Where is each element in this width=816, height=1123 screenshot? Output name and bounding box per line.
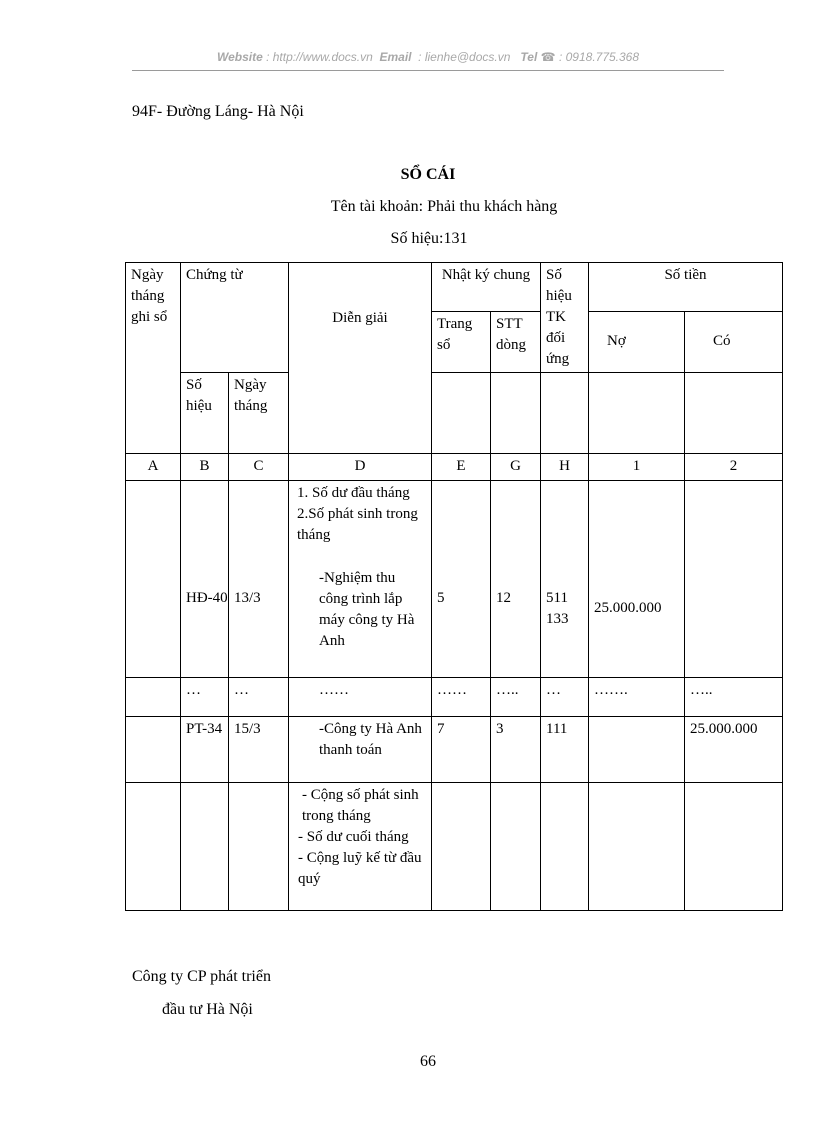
entry-line: ….. — [491, 678, 541, 717]
entry-debit: ……. — [589, 678, 685, 717]
col-letter: B — [181, 454, 229, 481]
entry-voucher-date: 13/3 — [229, 481, 289, 678]
table-row — [126, 481, 783, 678]
entry-credit: 25.000.000 — [685, 717, 783, 783]
col-header-credit: Có — [685, 311, 783, 372]
email-label: Email — [379, 50, 412, 64]
company-name-line-2: đầu tư Hà Nội — [162, 1001, 253, 1018]
entry-page: …… — [432, 678, 491, 717]
ledger-table — [125, 262, 783, 911]
col-letter: C — [229, 454, 289, 481]
entry-voucher-no: … — [181, 678, 229, 717]
opening-balance-line: 1. Số dư đầu tháng — [297, 485, 410, 501]
entry-line: 3 — [491, 717, 541, 783]
entry-debit: 25.000.000 — [589, 481, 685, 678]
header-divider — [132, 70, 724, 71]
email-address: : lienhe@docs.vn — [418, 50, 511, 64]
col-header-voucher: Chứng từ — [181, 263, 289, 373]
entry-voucher-no: PT-34 — [181, 717, 229, 783]
col-header-journal: Nhật ký chung — [432, 263, 541, 312]
entry-voucher-no: HĐ-40 — [181, 481, 229, 678]
website-url: : http://www.docs.vn — [266, 50, 373, 64]
summary-line-period-total: - Cộng số phát sinh trong tháng — [302, 787, 419, 824]
entry-date — [126, 717, 181, 783]
col-header-contra: Số hiệu TK đối ứng — [541, 263, 589, 373]
entry-debit — [589, 717, 685, 783]
header-row-1 — [126, 263, 783, 312]
company-name-line-1: Công ty CP phát triển — [132, 968, 271, 985]
period-activity-line: 2.Số phát sinh trong tháng — [297, 506, 418, 543]
entry-page: 5 — [432, 481, 491, 678]
entry-voucher-date: 15/3 — [229, 717, 289, 783]
website-label: Website — [216, 50, 263, 64]
account-code: Số hiệu:131 — [390, 230, 468, 247]
entry-description-cell — [289, 481, 432, 678]
col-header-line: STT dòng — [491, 311, 541, 372]
summary-line-quarter-cumulative: - Cộng luỹ kế từ đầu quý — [298, 850, 422, 887]
table-row — [126, 717, 783, 783]
entry-description: …… — [289, 678, 432, 717]
col-letter: D — [289, 454, 432, 481]
entry-credit — [685, 481, 783, 678]
entry-page: 7 — [432, 717, 491, 783]
col-letter: H — [541, 454, 589, 481]
tel-label: Tel — [520, 50, 538, 64]
summary-line-closing-balance: - Số dư cuối tháng — [298, 829, 409, 845]
col-letter: E — [432, 454, 491, 481]
document-title: SỔ CÁI — [400, 166, 456, 183]
col-header-page: Trang sổ — [432, 311, 491, 372]
col-letter: A — [126, 454, 181, 481]
col-letter: G — [491, 454, 541, 481]
page-header — [132, 50, 724, 64]
account-name: Tên tài khoản: Phải thu khách hàng — [330, 198, 558, 215]
col-letter: 1 — [589, 454, 685, 481]
entry-voucher-date: … — [229, 678, 289, 717]
summary-description-cell — [289, 783, 432, 911]
entry-contra-account: … — [541, 678, 589, 717]
entry-contra-account: 511 133 — [541, 481, 589, 678]
entry-line: 12 — [491, 481, 541, 678]
entry-date — [126, 678, 181, 717]
header-row-3 — [126, 373, 783, 454]
entry-contra-account: 111 — [541, 717, 589, 783]
col-header-description: Diễn giải — [289, 263, 432, 454]
col-header-voucher-no: Số hiệu — [181, 373, 229, 454]
col-letter: 2 — [685, 454, 783, 481]
summary-row — [126, 783, 783, 911]
column-letter-row — [126, 454, 783, 481]
entry-date — [126, 481, 181, 678]
entry-description: -Nghiệm thu công trình lắp máy công ty Hà Anh — [319, 570, 415, 649]
col-header-debit: Nợ — [589, 311, 685, 372]
tel-number: ☎ : 0918.775.368 — [540, 50, 640, 64]
col-header-amount: Số tiền — [589, 263, 783, 312]
col-header-voucher-date: Ngày tháng — [229, 373, 289, 454]
entry-credit: ….. — [685, 678, 783, 717]
company-address: 94F- Đường Láng- Hà Nội — [132, 103, 304, 120]
entry-description: -Công ty Hà Anh thanh toán — [289, 717, 432, 783]
col-header-date: Ngày tháng ghi sổ — [126, 263, 181, 454]
page-number: 66 — [420, 1053, 436, 1070]
table-row — [126, 678, 783, 717]
